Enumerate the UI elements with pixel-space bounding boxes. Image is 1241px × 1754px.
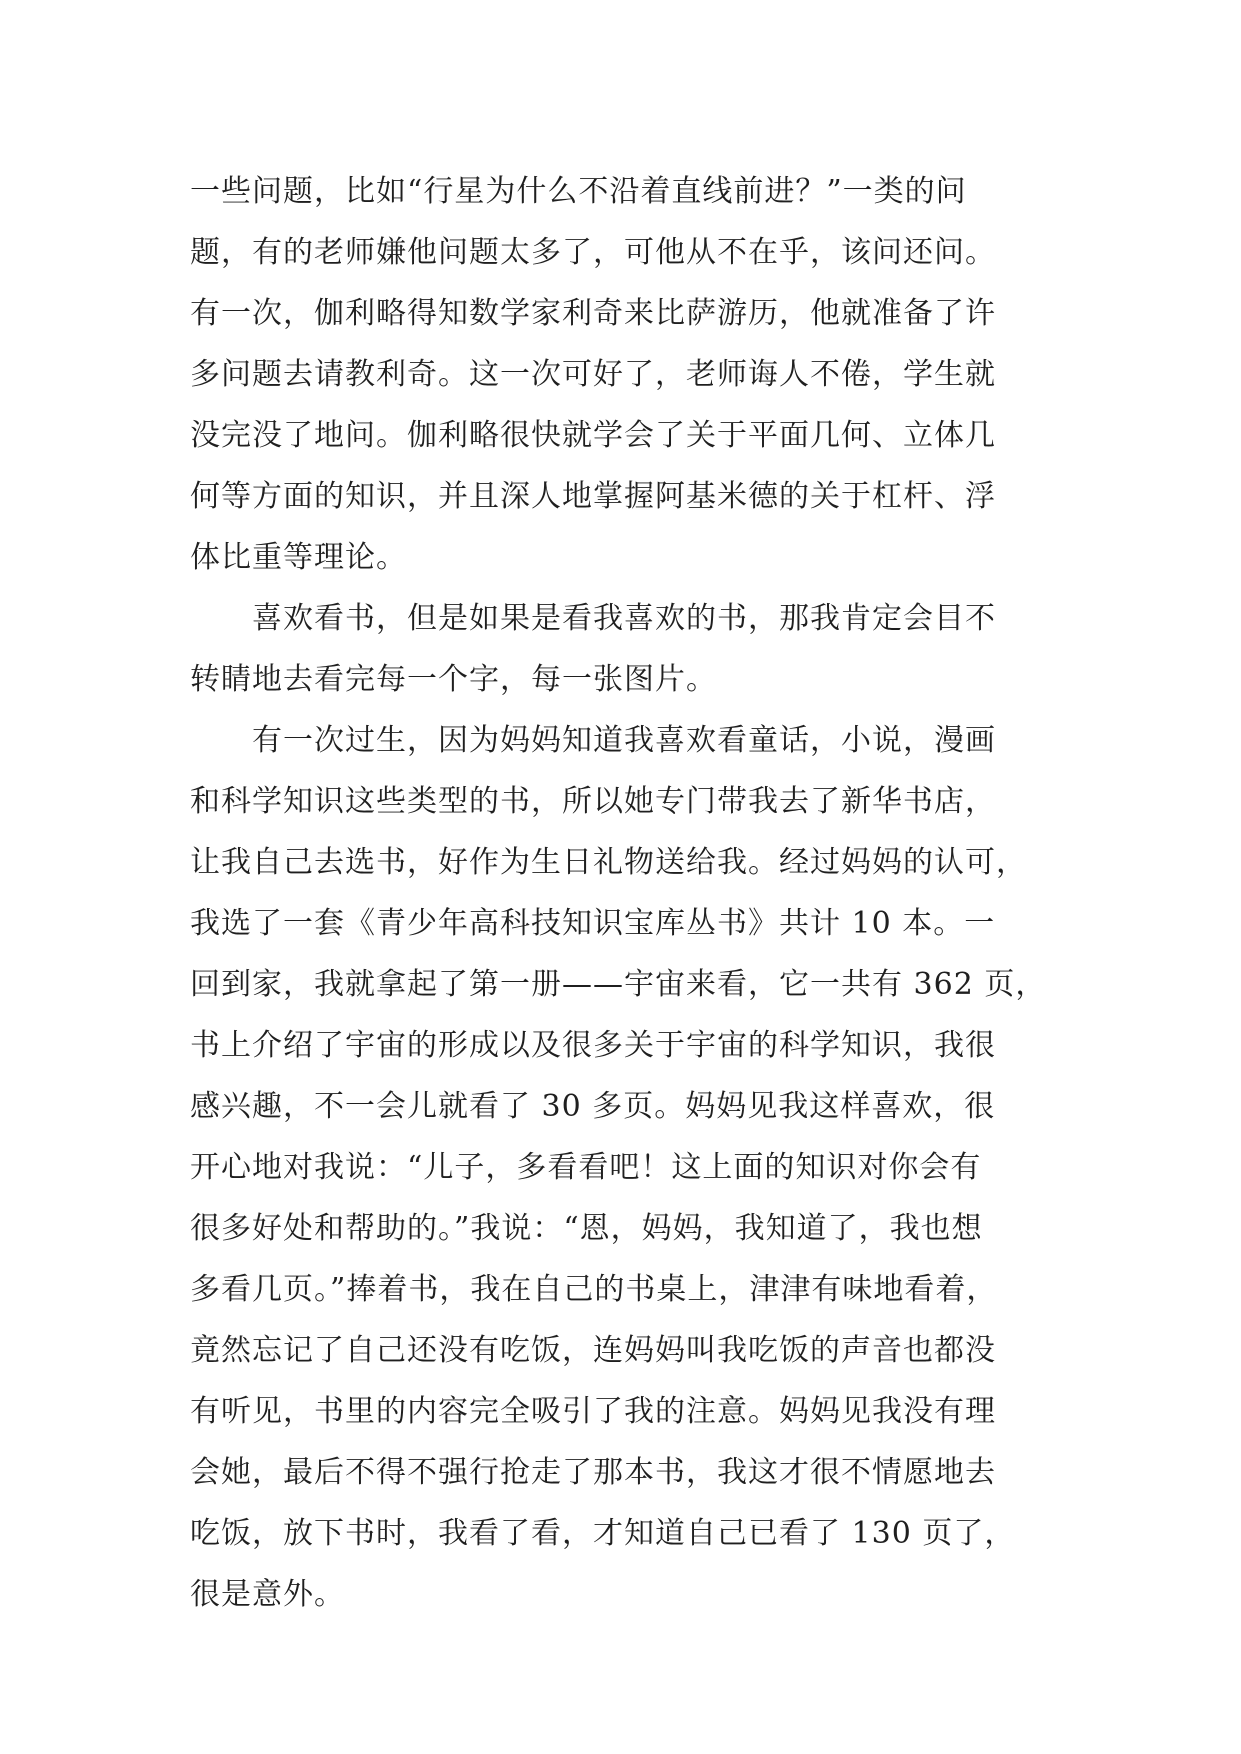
text-line: 竟然忘记了自己还没有吃饭，连妈妈叫我吃饭的声音也都没	[190, 1333, 996, 1368]
text-line: 很是意外。	[190, 1577, 345, 1612]
paragraph-start-line: 喜欢看书，但是如果是看我喜欢的书，那我肯定会目不	[252, 601, 996, 636]
text-line: 多问题去请教利奇。这一次可好了，老师诲人不倦，学生就	[190, 357, 996, 392]
text-line: 让我自己去选书，好作为生日礼物送给我。经过妈妈的认可，	[190, 845, 1027, 880]
text-line: 多看几页。”捧着书，我在自己的书桌上，津津有味地看着，	[190, 1272, 998, 1307]
text-line: 题，有的老师嫌他问题太多了，可他从不在乎，该问还问。	[190, 235, 996, 270]
text-line: 很多好处和帮助的。”我说：“恩，妈妈，我知道了，我也想	[190, 1211, 983, 1246]
text-line: 何等方面的知识，并且深人地掌握阿基米德的关于杠杆、浮	[190, 479, 996, 514]
text-line: 没完没了地问。伽利略很快就学会了关于平面几何、立体几	[190, 418, 996, 453]
paragraph-start-line: 有一次过生，因为妈妈知道我喜欢看童话，小说，漫画	[252, 723, 996, 758]
body-text	[190, 161, 1070, 1625]
text-line: 和科学知识这些类型的书，所以她专门带我去了新华书店，	[190, 784, 996, 819]
text-line: 感兴趣，不一会儿就看了 30 多页。妈妈见我这样喜欢，很	[190, 1089, 996, 1124]
text-line: 转睛地去看完每一个字，每一张图片。	[190, 662, 717, 697]
text-line: 会她，最后不得不强行抢走了那本书，我这才很不情愿地去	[190, 1455, 996, 1490]
text-line: 有听见，书里的内容完全吸引了我的注意。妈妈见我没有理	[190, 1394, 996, 1429]
text-line: 体比重等理论。	[190, 540, 407, 575]
text-line: 有一次，伽利略得知数学家利奇来比萨游历，他就准备了许	[190, 296, 996, 331]
text-line: 吃饭，放下书时，我看了看，才知道自己已看了 130 页了，	[190, 1516, 1016, 1551]
text-line: 回到家，我就拿起了第一册——宇宙来看，它一共有 362 页，	[190, 967, 1047, 1002]
text-line: 一些问题，比如“行星为什么不沿着直线前进？”一类的问	[190, 174, 967, 209]
text-line: 书上介绍了宇宙的形成以及很多关于宇宙的科学知识，我很	[190, 1028, 996, 1063]
text-line: 我选了一套《青少年高科技知识宝库丛书》共计 10 本。一	[190, 906, 996, 941]
text-line: 开心地对我说：“儿子，多看看吧！这上面的知识对你会有	[190, 1150, 982, 1185]
